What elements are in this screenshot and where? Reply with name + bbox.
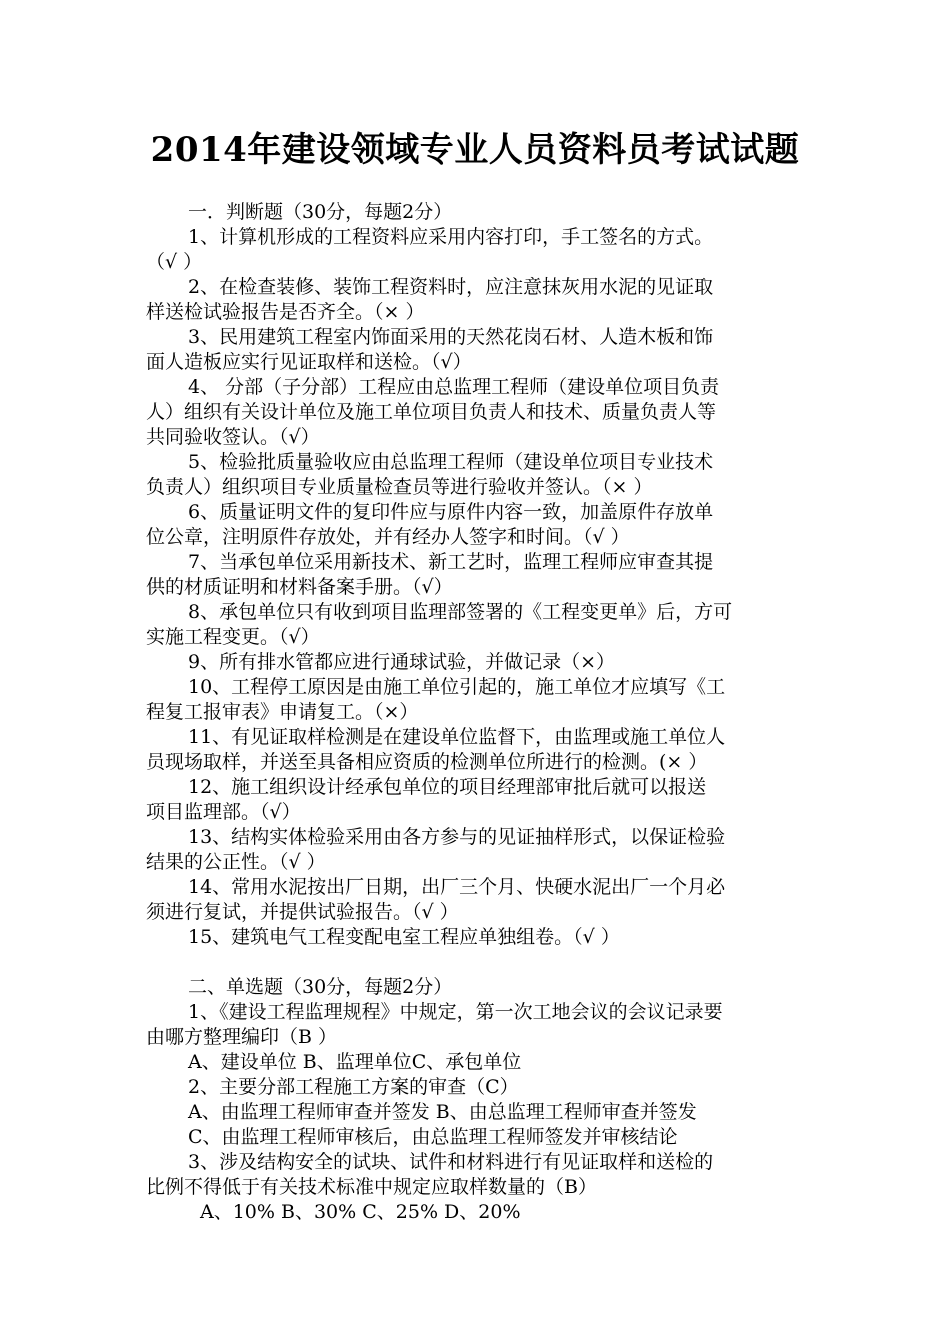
text-line: 15、建筑电气工程变配电室工程应单独组卷。（√ ） [188,926,620,948]
text-line: 位公章，注明原件存放处，并有经办人签字和时间。（√ ） [146,526,630,548]
text-line: 须进行复试，并提供试验报告。（√ ） [146,901,459,923]
text-line: 1、计算机形成的工程资料应采用内容打印，手工签名的方式。 [188,226,714,248]
text-line: 2、在检查装修、装饰工程资料时，应注意抹灰用水泥的见证取 [188,276,714,298]
text-line: 2、主要分部工程施工方案的审查（C） [188,1076,519,1098]
text-line: 供的材质证明和材料备案手册。（√） [146,576,453,598]
text-line: 由哪方整理编印（B ） [146,1026,338,1048]
text-line: 比例不得低于有关技术标准中规定应取样数量的（B） [146,1176,597,1198]
text-line: 11、有见证取样检测是在建设单位监督下，由监理或施工单位人 [188,726,726,748]
document-body [146,200,810,1225]
text-line: 程复工报审表》申请复工。（×） [146,701,419,723]
text-line: A、由监理工程师审查并签发 B、由总监理工程师审查并签发 [188,1101,697,1123]
text-line: A、10% B、30% C、25% D、20% [200,1201,521,1223]
text-line: 3、民用建筑工程室内饰面采用的天然花岗石材、人造木板和饰 [188,326,714,348]
blank-line [146,950,810,975]
text-line: 5、检验批质量验收应由总监理工程师（建设单位项目专业技术 [188,451,714,473]
text-line: 人）组织有关设计单位及施工单位项目负责人和技术、质量负责人等 [146,401,717,423]
text-line: C、由监理工程师审核后，由总监理工程师签发并审核结论 [188,1126,678,1148]
text-line: 3、涉及结构安全的试块、试件和材料进行有见证取样和送检的 [188,1151,714,1173]
text-line: 1、《建设工程监理规程》中规定，第一次工地会议的会议记录要 [188,1001,723,1023]
text-line: 8、承包单位只有收到项目监理部签署的《工程变更单》后，方可 [188,601,733,623]
text-line: 6、质量证明文件的复印件应与原件内容一致，加盖原件存放单 [188,501,714,523]
text-line: 一．判断题（30分，每题2分） [188,201,453,223]
text-line: 结果的公正性。（√ ） [146,851,326,873]
text-line: 7、当承包单位采用新技术、新工艺时，监理工程师应审查其提 [188,551,714,573]
text-line: A、建设单位 B、监理单位C、承包单位 [188,1051,522,1073]
text-line: 员现场取样，并送至具备相应资质的检测单位所进行的检测。(× ） [146,751,708,773]
text-line: 实施工程变更。（√） [146,626,320,648]
text-line: 9、所有排水管都应进行通球试验，并做记录（×） [188,651,616,673]
text-line: 项目监理部。（√） [146,801,301,823]
text-line: 10、工程停工原因是由施工单位引起的，施工单位才应填写《工 [188,676,726,698]
text-line: 4、 分部（子分部）工程应由总监理工程师（建设单位项目负责 [188,376,720,398]
text-line: 12、施工组织设计经承包单位的项目经理部审批后就可以报送 [188,776,707,798]
text-line: （√ ） [146,251,203,273]
text-line: 面人造板应实行见证取样和送检。（√） [146,351,472,373]
text-line: 共同验收签认。（√） [146,426,320,448]
text-line: 负责人）组织项目专业质量检查员等进行验收并签认。（× ） [146,476,653,498]
text-line: 样送检试验报告是否齐全。（× ） [146,301,425,323]
text-line: 14、常用水泥按出厂日期，出厂三个月、快硬水泥出厂一个月必 [188,876,726,898]
text-line: 13、结构实体检验采用由各方参与的见证抽样形式，以保证检验 [188,826,726,848]
text-line: 二、单选题（30分，每题2分） [188,976,453,998]
page-title: 2014年建设领域专业人员资料员考试试题 [150,130,800,170]
